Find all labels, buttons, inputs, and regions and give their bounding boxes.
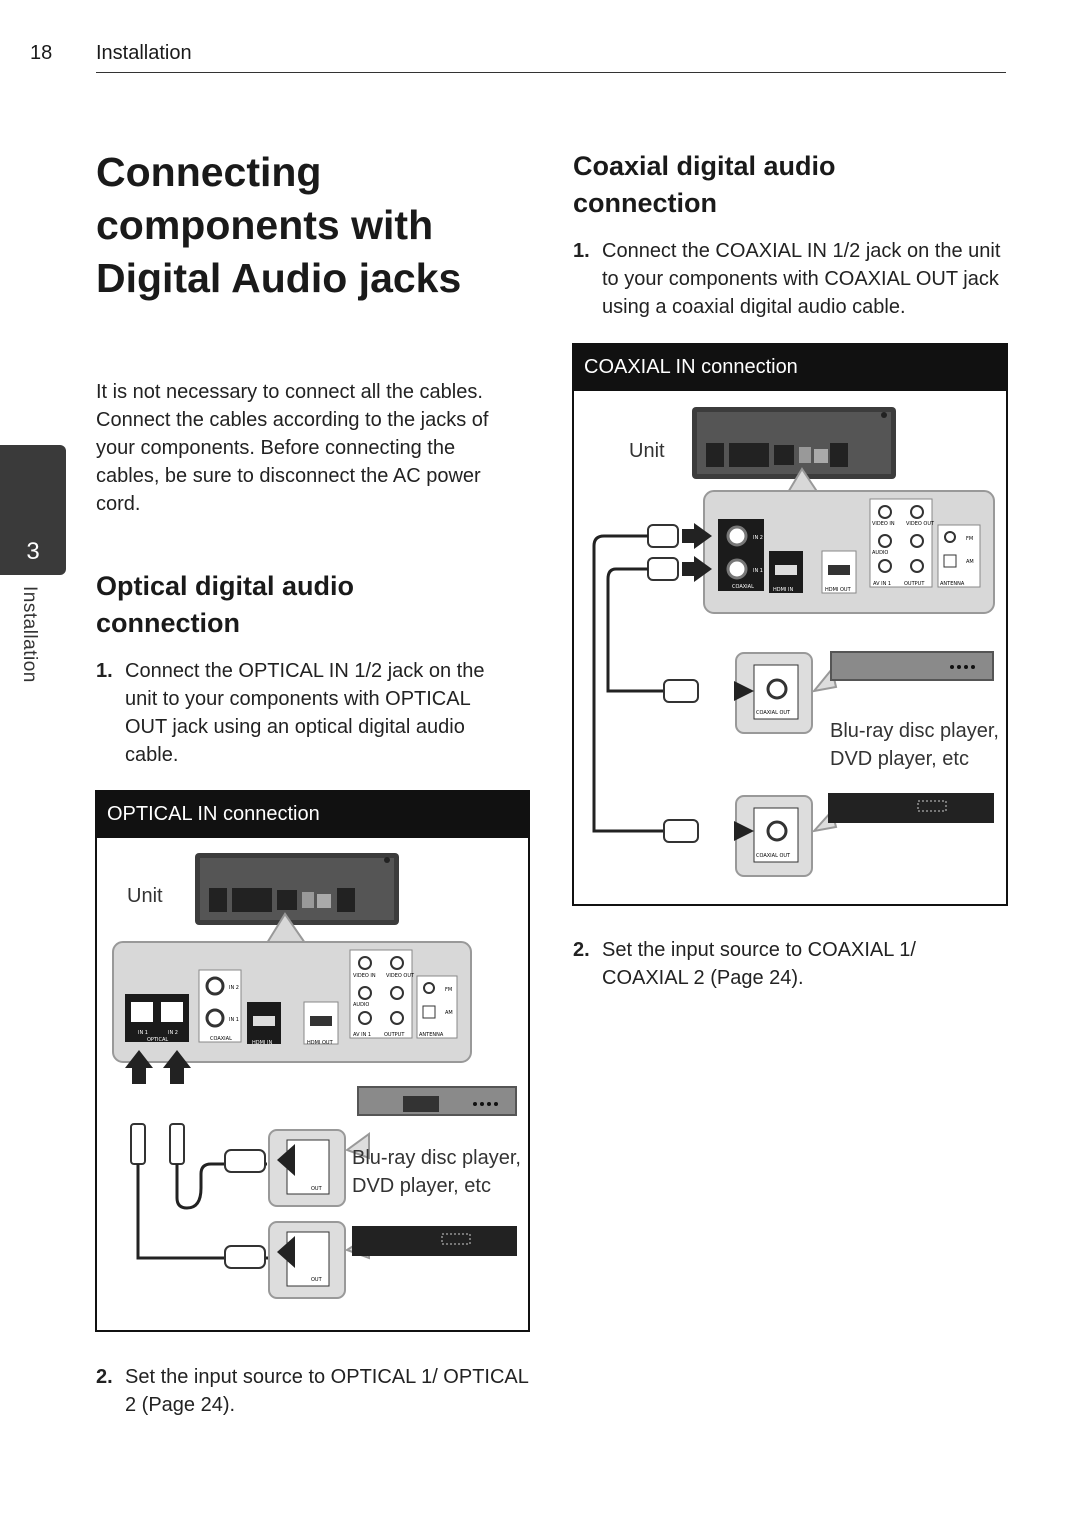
jack-label-in2: IN 2	[168, 1030, 178, 1036]
optical-step-1	[96, 657, 496, 769]
jack-label-video-in: VIDEO IN	[353, 973, 376, 979]
header-rule	[96, 72, 1006, 73]
jack-label-av-in1: AV IN 1	[873, 581, 892, 587]
step-text: Connect the OPTICAL IN 1/2 jack on the unit to your components with OPTICAL OUT jack using an optical digital audio cable.	[125, 660, 485, 766]
page-number: 18	[30, 42, 53, 64]
optical-heading	[96, 568, 526, 642]
step-number: 1.	[573, 240, 590, 262]
svg-text:FM: FM	[966, 536, 974, 542]
section-header: Installation	[96, 42, 192, 64]
chapter-number: 3	[26, 538, 40, 565]
jack-label-coaxial-out: COAXIAL OUT	[756, 710, 791, 716]
optical-step-2	[96, 1363, 536, 1419]
jack-label-audio: AUDIO	[872, 550, 889, 556]
coaxial-heading-line-2: connection	[573, 188, 718, 218]
coaxial-step-2	[573, 936, 973, 992]
svg-text:IN 1: IN 1	[753, 568, 763, 574]
jack-label-output: OUTPUT	[384, 1032, 405, 1038]
optical-diagram-panel	[95, 790, 530, 1332]
step-text: Connect the COAXIAL IN 1/2 jack on the unit to your components with COAXIAL OUT jack using a coaxial digital audio cable.	[602, 240, 1001, 318]
svg-text:AM: AM	[445, 1010, 453, 1016]
jack-label-coaxial: COAXIAL	[210, 1036, 232, 1042]
jack-label-hdmi-out: HDMI OUT	[825, 587, 851, 593]
coaxial-heading	[573, 148, 1003, 222]
optical-heading-line-2: connection	[96, 608, 241, 638]
jack-label-video-out: VIDEO OUT	[906, 521, 935, 527]
jack-label-antenna: ANTENNA	[940, 581, 965, 587]
jack-label-audio: AUDIO	[353, 1002, 370, 1008]
jack-label-video-out: VIDEO OUT	[386, 973, 415, 979]
step-number: 2.	[573, 939, 590, 961]
optical-connection-diagram	[97, 838, 528, 1330]
coaxial-step-1	[573, 237, 1005, 321]
coaxial-unit-label: Unit	[629, 440, 665, 462]
jack-label-av-in1: AV IN 1	[353, 1032, 372, 1038]
jack-label-hdmi-in: HDMI IN	[252, 1040, 273, 1046]
step-text: Set the input source to OPTICAL 1/ OPTICAL 2 (Page 24).	[125, 1366, 529, 1416]
chapter-label: Installation	[19, 586, 40, 683]
coaxial-connection-diagram	[574, 391, 1006, 904]
coaxial-panel-title: COAXIAL IN connection	[574, 345, 1006, 391]
unit-device-icon	[195, 853, 399, 925]
coaxial-heading-line-1: Coaxial digital audio	[573, 151, 836, 181]
jack-label-out: OUT	[311, 1186, 322, 1192]
title-line-3: Digital Audio jacks	[96, 255, 462, 301]
jack-label-in1: IN 1	[138, 1030, 148, 1036]
optical-panel-title: OPTICAL IN connection	[97, 792, 528, 838]
step-text: Set the input source to COAXIAL 1/ COAXIAL 2 (Page 24).	[602, 939, 916, 989]
unit-device-icon	[692, 407, 896, 479]
svg-text:IN 2: IN 2	[229, 985, 239, 991]
title-line-2: components with	[96, 202, 434, 248]
coaxial-diagram-panel	[572, 343, 1008, 906]
coaxial-player-label-2: DVD player, etc	[830, 748, 969, 770]
coaxial-player-label-1: Blu-ray disc player,	[830, 720, 999, 742]
svg-text:AM: AM	[966, 559, 974, 565]
jack-label-hdmi-in: HDMI IN	[773, 587, 794, 593]
jack-label-antenna: ANTENNA	[419, 1032, 444, 1038]
optical-player-label-2: DVD player, etc	[352, 1175, 491, 1197]
jack-label-optical: OPTICAL	[147, 1037, 169, 1043]
svg-text:OUT: OUT	[311, 1277, 322, 1283]
jack-label-hdmi-out: HDMI OUT	[307, 1040, 333, 1046]
jack-label-output: OUTPUT	[904, 581, 925, 587]
step-number: 1.	[96, 660, 113, 682]
svg-text:FM: FM	[445, 987, 453, 993]
title-line-1: Connecting	[96, 149, 322, 195]
svg-text:COAXIAL OUT: COAXIAL OUT	[756, 853, 791, 859]
optical-heading-line-1: Optical digital audio	[96, 571, 355, 601]
page-title	[96, 146, 536, 305]
svg-text:IN 2: IN 2	[753, 535, 763, 541]
intro-paragraph: It is not necessary to connect all the cables. Connect the cables according to the jacks of your components. Before connecting the cables, be sure to disconnect the AC power cord.	[96, 381, 489, 515]
optical-player-label-1: Blu-ray disc player,	[352, 1147, 521, 1169]
step-number: 2.	[96, 1366, 113, 1388]
jack-label-video-in: VIDEO IN	[872, 521, 895, 527]
optical-unit-label: Unit	[127, 885, 163, 907]
jack-label-coaxial: COAXIAL	[732, 584, 754, 590]
svg-text:IN 1: IN 1	[229, 1017, 239, 1023]
